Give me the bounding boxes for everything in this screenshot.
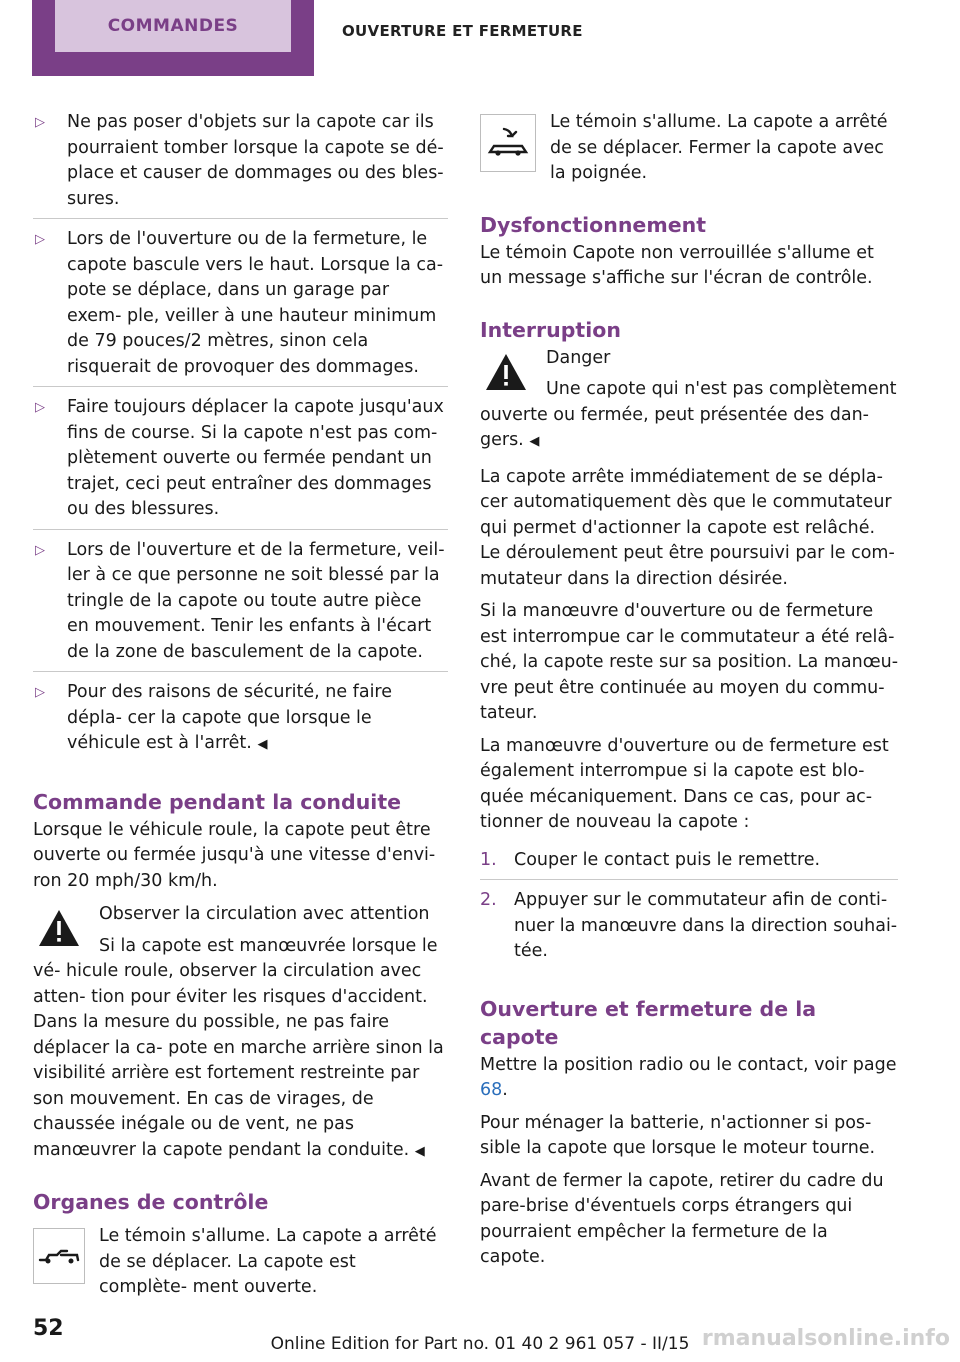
watermark: rmanualsonline.info <box>701 1326 950 1351</box>
warning-triangle-icon <box>33 902 85 954</box>
step-number: 2. <box>480 890 497 910</box>
end-marker-icon: ◀ <box>414 1143 425 1159</box>
end-marker-icon: ◀ <box>257 737 268 752</box>
triangle-bullet-icon: ▷ <box>35 685 45 700</box>
list-item: ▷ Lors de l'ouverture et de la fermeture, veil‐ ler à ce que personne ne soit blessé par la tringle de la capote ou toute autre pièce en mouvement. Tenir les enfants à l'écart de la zone de basculement de la capote. <box>33 538 448 673</box>
left-column <box>33 110 448 1301</box>
warning-text: Si la capote est manœuvrée lorsque le vé‐ hicule roule, observer la circulation avec atten‐ tion pour éviter les risques d'accident. Dans la mesure du possible, ne pas faire déplacer la ca‐ pote en marche arrière sinon la visibilité arrière est fortement restreinte par son mouvement. En cas de virages, de chaussée inégale ou de vent, ne pas manœuvrer la capote pendant la conduite. <box>33 935 444 1160</box>
list-item: 2. Appuyer sur le commutateur afin de conti‐ nuer la manœuvre dans la direction souhai‐ tée. <box>480 890 898 961</box>
triangle-bullet-icon: ▷ <box>35 400 45 415</box>
end-marker-icon: ◀ <box>529 434 540 449</box>
right-column <box>480 110 898 1278</box>
convertible-roof-moving-icon <box>480 114 536 172</box>
driving-text: Lorsque le véhicule roule, la capote peut être ouverte ou fermée jusqu'à une vitesse d'envi‐ ron 20 mph/30 km/h. <box>33 819 436 891</box>
paragraph-release: La capote arrête immédiatement de se dépla‐ cer automatiquement dès que le commutateur qui permet d'actionner la capote est relâché. Le déroulement peut être poursuivi par le com‐ mutateur dans la direction désirée. <box>480 466 895 589</box>
heading-ouverture-fermeture-capote: Ouverture et fermeture de la capote <box>480 996 817 1049</box>
openclose-text: Mettre la position radio ou le contact, voir page 68. <box>480 1054 897 1100</box>
heading-commande-conduite: Commande pendant la conduite <box>33 789 402 814</box>
indicator-moving-text: Le témoin s'allume. La capote a arrêté de se déplacer. Fermer la capote avec la poignée. <box>550 112 888 183</box>
edition-footer: Online Edition for Part no. 01 40 2 961 057 - II/15 <box>270 1334 690 1354</box>
page-link[interactable]: 68 <box>480 1080 503 1100</box>
step-number: 1. <box>480 849 497 870</box>
warning-triangle-icon <box>480 346 532 398</box>
warning-title: Observer la circulation avec attention <box>99 904 430 924</box>
danger-warning <box>480 346 898 455</box>
indicator-open <box>33 1224 448 1301</box>
list-item: ▷ Ne pas poser d'objets sur la capote car ils pourraient tomber lorsque la capote se dé‐ place et causer de dommages ou des bles‐ sures. <box>33 110 448 219</box>
convertible-open-icon <box>33 1228 85 1284</box>
safety-bullet-list <box>33 110 448 764</box>
paragraph-blocked: La manœuvre d'ouverture ou de fermeture est également interrompue si la capote est blo‐ quée mécaniquement. Dans ce cas, pour ac‐ tionner de nouveau la capote : <box>480 735 889 832</box>
danger-text: Une capote qui n'est pas complètement ouverte ou fermée, peut présentée des dan‐ gers. <box>480 379 897 450</box>
paragraph-interrupted: Si la manœuvre d'ouverture ou de fermeture est interrompue car le commutateur a été relâ‐ ché, la capote reste sur sa position. La manœu‐ vre peut être continuée au moyen du commu‐ tateur. <box>480 601 899 723</box>
indicator-moving <box>480 110 898 187</box>
tab-ouverture-fermeture[interactable]: OUVERTURE ET FERMETURE <box>342 22 583 40</box>
page-number: 52 <box>33 1316 64 1341</box>
indicator-open-text: Le témoin s'allume. La capote a arrêté de se déplacer. La capote est complète‐ ment ouverte. <box>99 1226 437 1297</box>
triangle-bullet-icon: ▷ <box>35 542 45 558</box>
triangle-bullet-icon: ▷ <box>35 232 45 247</box>
driving-warning <box>33 902 448 1164</box>
heading-interruption: Interruption <box>480 317 621 342</box>
heading-dysfonctionnement: Dysfonctionnement <box>480 212 706 237</box>
triangle-bullet-icon: ▷ <box>35 115 45 130</box>
heading-organes-controle: Organes de contrôle <box>33 1190 269 1214</box>
list-item: 1. Couper le contact puis le remettre. <box>480 848 898 881</box>
malfunction-text: Le témoin Capote non verrouillée s'allume et un message s'affiche sur l'écran de contrôle. <box>480 242 874 288</box>
danger-title: Danger <box>546 347 611 368</box>
battery-text: Pour ménager la batterie, n'actionner si pos‐ sible la capote que lorsque le moteur tourne. <box>480 1112 876 1158</box>
list-item: ▷ Lors de l'ouverture ou de la fermeture, le capote bascule vers le haut. Lorsque la ca‐ pote se déplace, dans un garage par exem‐ ple, veiller à une hauteur minimum de 79 pouces/2 mètres, sinon cela risquerait de provoquer des dommages. <box>33 227 448 387</box>
tab-commandes[interactable]: COMMANDES <box>55 0 291 52</box>
list-item: ▷ Faire toujours déplacer la capote jusqu'aux fins de course. Si la capote n'est pas com‐ plètement ouverte ou fermée pendant un trajet, ceci peut entraîner des dommages ou des blessures. <box>33 395 448 530</box>
steps-list <box>480 848 898 971</box>
list-item: ▷ Pour des raisons de sécurité, ne faire dépla‐ cer la capote que lorsque le véhicule est à l'arrêt. ◀ <box>35 682 393 753</box>
windshield-text: Avant de fermer la capote, retirer du cadre du pare-brise d'éventuels corps étrangers qui pourraient empêcher la fermeture de la capote. <box>480 1170 884 1267</box>
